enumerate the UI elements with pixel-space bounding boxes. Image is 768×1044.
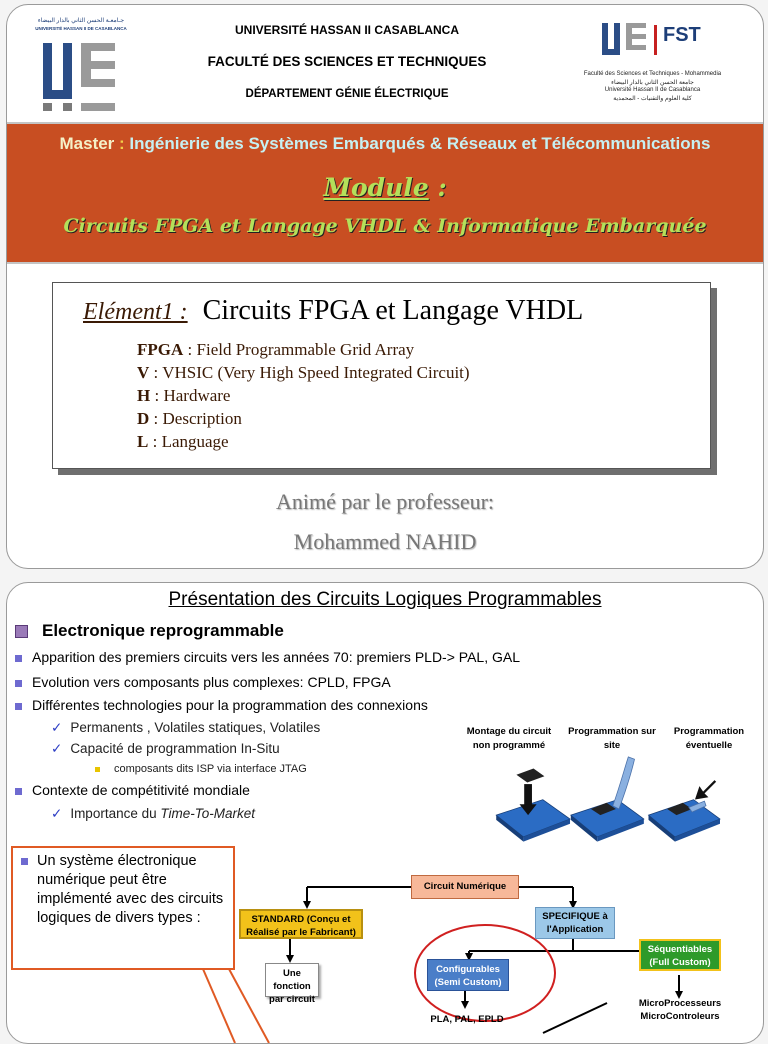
acronym-sep: : [149, 409, 163, 428]
bullet-text: Contexte de compétitivité mondiale [32, 782, 250, 798]
sub-bullet-text: composants dits ISP via interface JTAG [114, 763, 307, 775]
module-colon: : [428, 173, 447, 202]
node-specifique: SPECIFIQUE à l'Application [535, 907, 615, 939]
check-text: Capacité de programmation In-Situ [70, 741, 280, 756]
node-sequentiables: Séquentiables (Full Custom) [639, 939, 721, 971]
acronym-key: L [137, 432, 149, 451]
acronym-v [137, 363, 470, 383]
faculty-name: FACULTÉ DES SCIENCES ET TECHNIQUES [207, 54, 487, 69]
section-heading: Electronique reprogrammable [42, 621, 284, 640]
uh2-logo-icon [29, 33, 133, 113]
slide-title: Présentation des Circuits Logiques Programmables [168, 589, 602, 610]
caption-later-programming: Programmation éventuelle [673, 726, 745, 751]
acronym-key: D [137, 409, 150, 428]
acronym-d [137, 409, 242, 429]
content-slide [6, 582, 764, 1044]
check-icon: ✓ [51, 806, 63, 821]
fst-caption-3: Université Hassan II de Casablanca [604, 87, 701, 93]
acronym-fpga [137, 340, 414, 360]
fst-caption-4: كلية العلوم والتقنيات - المحمدية [613, 96, 692, 102]
title-slide [6, 4, 764, 569]
node-pla-pal-epld: PLA, PAL, EPLD [430, 1014, 504, 1025]
master-program: Ingénierie des Systèmes Embarqués & Réseaux et Télécommunications [129, 134, 711, 153]
bullet-text: Différentes technologies pour la programmation des connexions [32, 697, 428, 713]
logo-arabic-text: جـامعـة الحسن الثاني بالدار البيضاء [37, 18, 125, 24]
check-italic-text: Time-To-Market [160, 806, 256, 821]
node-configurables: Configurables (Semi Custom) [427, 959, 509, 991]
acronym-text: Language [161, 432, 229, 451]
acronym-text: Field Programmable Grid Array [196, 340, 415, 359]
acronym-sep: : [183, 340, 197, 359]
info-box [11, 846, 235, 970]
acronym-text: Description [162, 409, 242, 428]
element-name: Circuits FPGA et Langage VHDL [202, 295, 584, 326]
acronym-sep: : [150, 386, 164, 405]
element-label: Elément1 : [83, 299, 188, 325]
acronym-h [137, 386, 230, 406]
university-logo [29, 17, 133, 111]
check-text: Permanents , Volatiles statiques, Volatiles [70, 720, 321, 735]
master-separator: : [114, 134, 130, 153]
logo-french-text: UNIVERSITÉ HASSAN II DE CASABLANCA [35, 26, 127, 31]
acronym-text: Hardware [163, 386, 231, 405]
acronym-key: H [137, 386, 151, 405]
info-bullet-icon [21, 858, 28, 865]
master-label: Master [59, 134, 115, 153]
caption-site-programming: Programmation sur site [568, 726, 656, 751]
acronym-sep: : [149, 363, 163, 382]
department-name: DÉPARTEMENT GÉNIE ÉLECTRIQUE [245, 88, 449, 100]
acronym-text: VHSIC (Very High Speed Integrated Circuit) [162, 363, 470, 382]
check-icon: ✓ [51, 741, 63, 756]
node-une-fonction: Une fonction par circuit [265, 963, 319, 997]
fst-caption-2: جامعة الحسن الثاني بالدار البيضاء [611, 80, 694, 86]
professor-name: Mohammed NAHID [293, 529, 477, 554]
node-standard: STANDARD (Conçu et Réalisé par le Fabricant) [239, 909, 363, 939]
element-title [83, 295, 583, 327]
module-label: Module [323, 173, 429, 202]
caption-mounting: Montage du circuit non programmé [466, 726, 552, 751]
check-text: Importance du [70, 806, 161, 821]
info-text: Un système électronique numérique peut être implémenté avec des circuits logiques de divers types : [37, 853, 224, 926]
module-title [7, 173, 763, 202]
acronym-key: V [137, 363, 150, 382]
classification-diagram [7, 583, 763, 1043]
bullet-text: Apparition des premiers circuits vers les années 70: premiers PLD-> PAL, GAL [32, 649, 521, 665]
animated-by: Animé par le professeur: [275, 489, 495, 514]
acronym-key: FPGA [137, 340, 184, 359]
module-subtitle: Circuits FPGA et Langage VHDL & Informatique Embarquée [63, 215, 707, 237]
acronym-l [137, 432, 229, 452]
university-name: UNIVERSITÉ HASSAN II CASABLANCA [234, 23, 459, 37]
master-line [7, 134, 763, 154]
fst-caption-1: Faculté des Sciences et Techniques - Mohammedia [583, 71, 722, 77]
node-microprocesseurs: MicroProcesseurs MicroControleurs [638, 998, 722, 1022]
node-circuit-numerique: Circuit Numérique [411, 875, 519, 899]
bullet-text: Evolution vers composants plus complexes: CPLD, FPGA [32, 674, 391, 690]
fst-label: FST [663, 24, 701, 46]
element-box [52, 282, 711, 469]
check-icon: ✓ [51, 720, 63, 735]
acronym-sep: : [148, 432, 162, 451]
fst-logo [560, 15, 745, 107]
